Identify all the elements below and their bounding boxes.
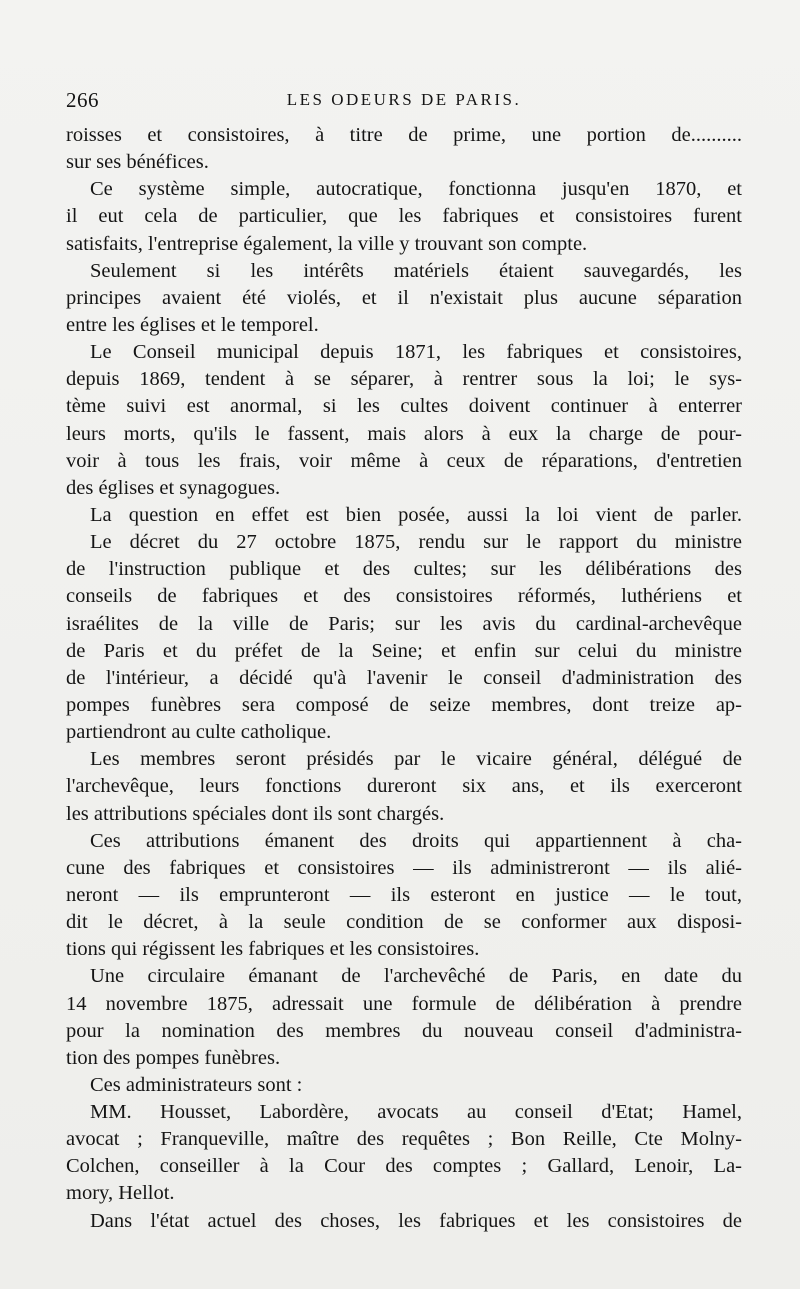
text-line: Seulement si les intérêts matériels étaient sauvegardés, les <box>90 259 742 282</box>
text-line: Le décret du 27 octobre 1875, rendu sur le rapport du ministre <box>90 531 742 554</box>
text-line: pour la nomination des membres du nouveau conseil d'administra- <box>66 1019 742 1042</box>
text-line: Ces attributions émanent des droits qui appartiennent à cha- <box>90 829 742 852</box>
text-line: de l'instruction publique et des cultes; sur les délibérations des <box>66 558 742 581</box>
text-line: voir à tous les frais, voir même à ceux de réparations, d'entretien <box>66 449 742 472</box>
text-line: tion des pompes funèbres. <box>66 1046 281 1069</box>
running-title: LES ODEURS DE PARIS. <box>286 90 522 109</box>
text-line: cune des fabriques et consistoires — ils administreront — ils alié- <box>66 856 742 879</box>
text-line: leurs morts, qu'ils le fassent, mais alors à eux la charge de pour- <box>66 422 742 445</box>
text-line: avocat ; Franqueville, maître des requêtes ; Bon Reille, Cte Molny- <box>66 1128 742 1151</box>
text-line: pompes funèbres sera composé de seize membres, dont treize ap- <box>66 693 742 716</box>
text-line: Les membres seront présidés par le vicaire général, délégué de <box>90 748 742 771</box>
text-line: il eut cela de particulier, que les fabriques et consistoires furent <box>66 205 742 228</box>
text-line: l'archevêque, leurs fonctions dureront six ans, et ils exerceront <box>66 775 742 798</box>
text-line: Le Conseil municipal depuis 1871, les fabriques et consistoires, <box>90 341 742 364</box>
text-line: Colchen, conseiller à la Cour des comptes ; Gallard, Lenoir, La- <box>66 1155 742 1178</box>
text-line: Ces administrateurs sont : <box>90 1073 303 1096</box>
text-line: neront — ils emprunteront — ils esteront en justice — le tout, <box>66 883 742 906</box>
text-line: MM. Housset, Labordère, avocats au conseil d'Etat; Hamel, <box>90 1101 742 1124</box>
text-line: de Paris et du préfet de la Seine; et enfin sur celui du ministre <box>66 639 742 662</box>
text-line: tème suivi est anormal, si les cultes doivent continuer à enterrer <box>66 395 742 418</box>
text-line: Une circulaire émanant de l'archevêché de Paris, en date du <box>90 965 742 988</box>
text-line: 14 novembre 1875, adressait une formule de délibération à prendre <box>66 992 742 1015</box>
page-number: 266 <box>66 88 99 112</box>
text-line: principes avaient été violés, et il n'existait plus aucune séparation <box>66 286 742 309</box>
text-line: satisfaits, l'entreprise également, la ville y trouvant son compte. <box>66 232 588 255</box>
body-text <box>66 122 742 1235</box>
text-line: israélites de la ville de Paris; sur les avis du cardinal-archevêque <box>66 612 742 635</box>
text-line: roisses et consistoires, à titre de prime, une portion de.......... <box>66 124 742 146</box>
text-line: dit le décret, à la seule condition de se conformer aux disposi- <box>66 911 742 934</box>
text-line: La question en effet est bien posée, aussi la loi vient de parler. <box>90 503 742 526</box>
text-line: conseils de fabriques et des consistoires réformés, luthériens et <box>66 585 742 608</box>
text-line: depuis 1869, tendent à se séparer, à rentrer sous la loi; le sys- <box>66 368 742 391</box>
text-line: partiendront au culte catholique. <box>66 721 332 744</box>
page-header <box>66 88 742 114</box>
text-line: les attributions spéciales dont ils sont chargés. <box>66 802 445 825</box>
text-line: des églises et synagogues. <box>66 476 281 499</box>
text-line: Dans l'état actuel des choses, les fabriques et les consistoires de <box>90 1209 742 1232</box>
text-line: entre les églises et le temporel. <box>66 313 319 336</box>
text-line: mory, Hellot. <box>66 1182 175 1205</box>
text-line: Ce système simple, autocratique, fonctionna jusqu'en 1870, et <box>90 178 742 201</box>
text-line: sur ses bénéfices. <box>66 151 209 174</box>
text-line: de l'intérieur, a décidé qu'à l'avenir le conseil d'administration des <box>66 666 742 689</box>
text-line: tions qui régissent les fabriques et les consistoires. <box>66 938 480 961</box>
